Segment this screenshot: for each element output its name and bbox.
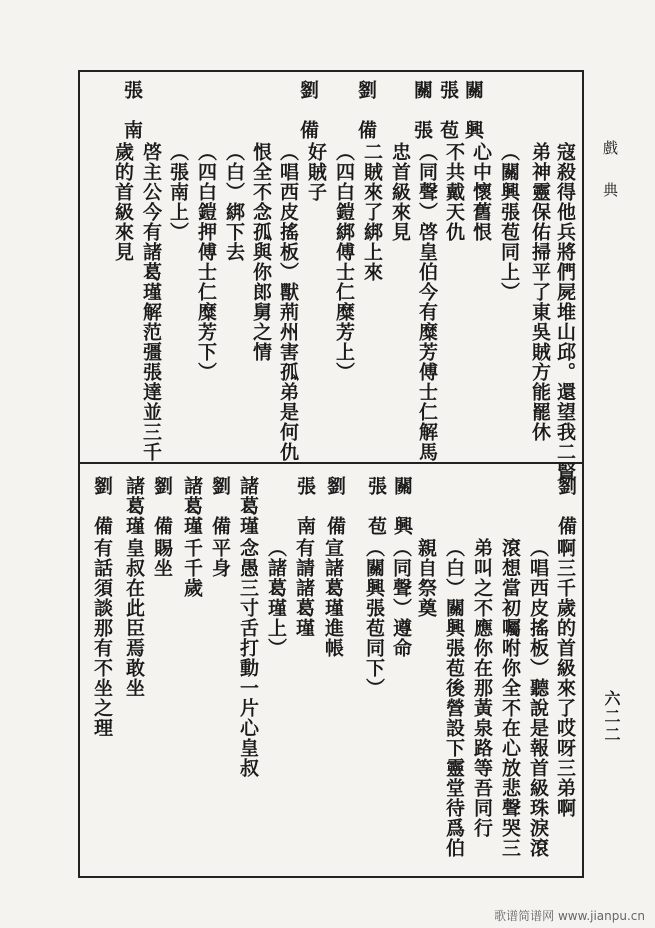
speaker-label: 張 苞 (365, 476, 387, 536)
text-column: （諸葛瑾上） (265, 538, 287, 658)
text-column: 千千歲 (181, 538, 203, 598)
speaker-label: 劉 備 (555, 476, 577, 536)
speaker-label: 劉 備 (151, 476, 173, 536)
speaker-label: 諸葛瑾 (237, 476, 259, 536)
speaker-label: 諸葛瑾 (181, 476, 203, 536)
text-column: （唱西皮搖板）聽說是報首級珠淚滾 (527, 538, 549, 858)
text-column: 忠首級來見 (389, 142, 411, 242)
speaker-label: 劉 備 (297, 80, 319, 140)
text-column: （唱西皮搖板）獸荊州害孤弟是何仇 (277, 142, 299, 462)
text-column: 歲的首級來見 (112, 142, 134, 262)
text-column: （同聲）啓皇伯今有糜芳傅士仁解馬 (416, 142, 438, 462)
text-column: 寇殺得他兵將們屍堆山邱。還望我二賢 (554, 142, 576, 482)
text-column: （四白鎧押傅士仁糜芳下） (195, 142, 217, 382)
text-column: 弟叫之不應你在那黃泉路等吾同行 (471, 538, 493, 838)
text-column: 啊三千歲的首級來了哎呀三弟啊 (554, 538, 576, 818)
text-column: 心中懷舊恨 (470, 142, 492, 242)
speaker-label: 劉 備 (91, 476, 113, 536)
text-column: （同聲）遵命 (390, 538, 412, 658)
speaker-label: 關 興 (391, 476, 413, 536)
text-column: 賜坐 (151, 538, 173, 578)
text-column: 親自祭奠 (415, 538, 437, 618)
text-column: 念愚三寸舌打動一片心皇叔 (237, 538, 259, 778)
text-column: 恨全不念孤與你郎舅之情 (250, 142, 272, 362)
text-column: 啓主公今有諸葛瑾解范彊張達並三千 (140, 142, 162, 462)
text-column: 有話須談那有不坐之理 (91, 538, 113, 738)
text-column: 有請諸葛瑾 (293, 538, 315, 638)
book-title-label: 戲 典 (601, 140, 619, 203)
text-column: 好賊子 (305, 142, 327, 202)
speaker-label: 諸葛瑾 (123, 476, 145, 536)
text-column: （張南上） (167, 142, 189, 242)
section-divider (78, 462, 584, 464)
speaker-label: 劉 備 (355, 80, 377, 140)
speaker-label: 關 張 (411, 80, 433, 140)
watermark: 歌谱简谱网 www.jianpu.cn (494, 909, 645, 923)
text-column: 平身 (209, 538, 231, 578)
text-column: （關興張苞同上） (498, 142, 520, 302)
text-column: （白）綁下去 (223, 142, 245, 262)
text-column: 皇叔在此臣焉敢坐 (123, 538, 145, 698)
text-column: 宣諸葛瑾進帳 (322, 538, 344, 658)
text-column: （關興張苞同下） (363, 538, 385, 698)
text-column: （四白鎧綁傅士仁糜芳上） (333, 142, 355, 382)
page-number: 六二二 (602, 690, 621, 744)
speaker-label: 張 苞 (437, 80, 459, 140)
speaker-label: 劉 備 (209, 476, 231, 536)
speaker-label: 關 興 (462, 80, 484, 140)
text-column: 滾想當初囑咐你全不在心放悲聲哭三 (499, 538, 521, 858)
text-column: 不共戴天仇 (443, 142, 465, 242)
text-column: （白）關興張苞後營設下靈堂待爲伯 (443, 538, 465, 858)
speaker-label: 張 南 (294, 476, 316, 536)
speaker-label: 劉 備 (324, 476, 346, 536)
text-column: 二賊來了綁上來 (361, 142, 383, 282)
speaker-label: 張 南 (121, 80, 143, 140)
text-column: 弟神靈保佑掃平了東吳賊方能罷休 (529, 142, 551, 442)
